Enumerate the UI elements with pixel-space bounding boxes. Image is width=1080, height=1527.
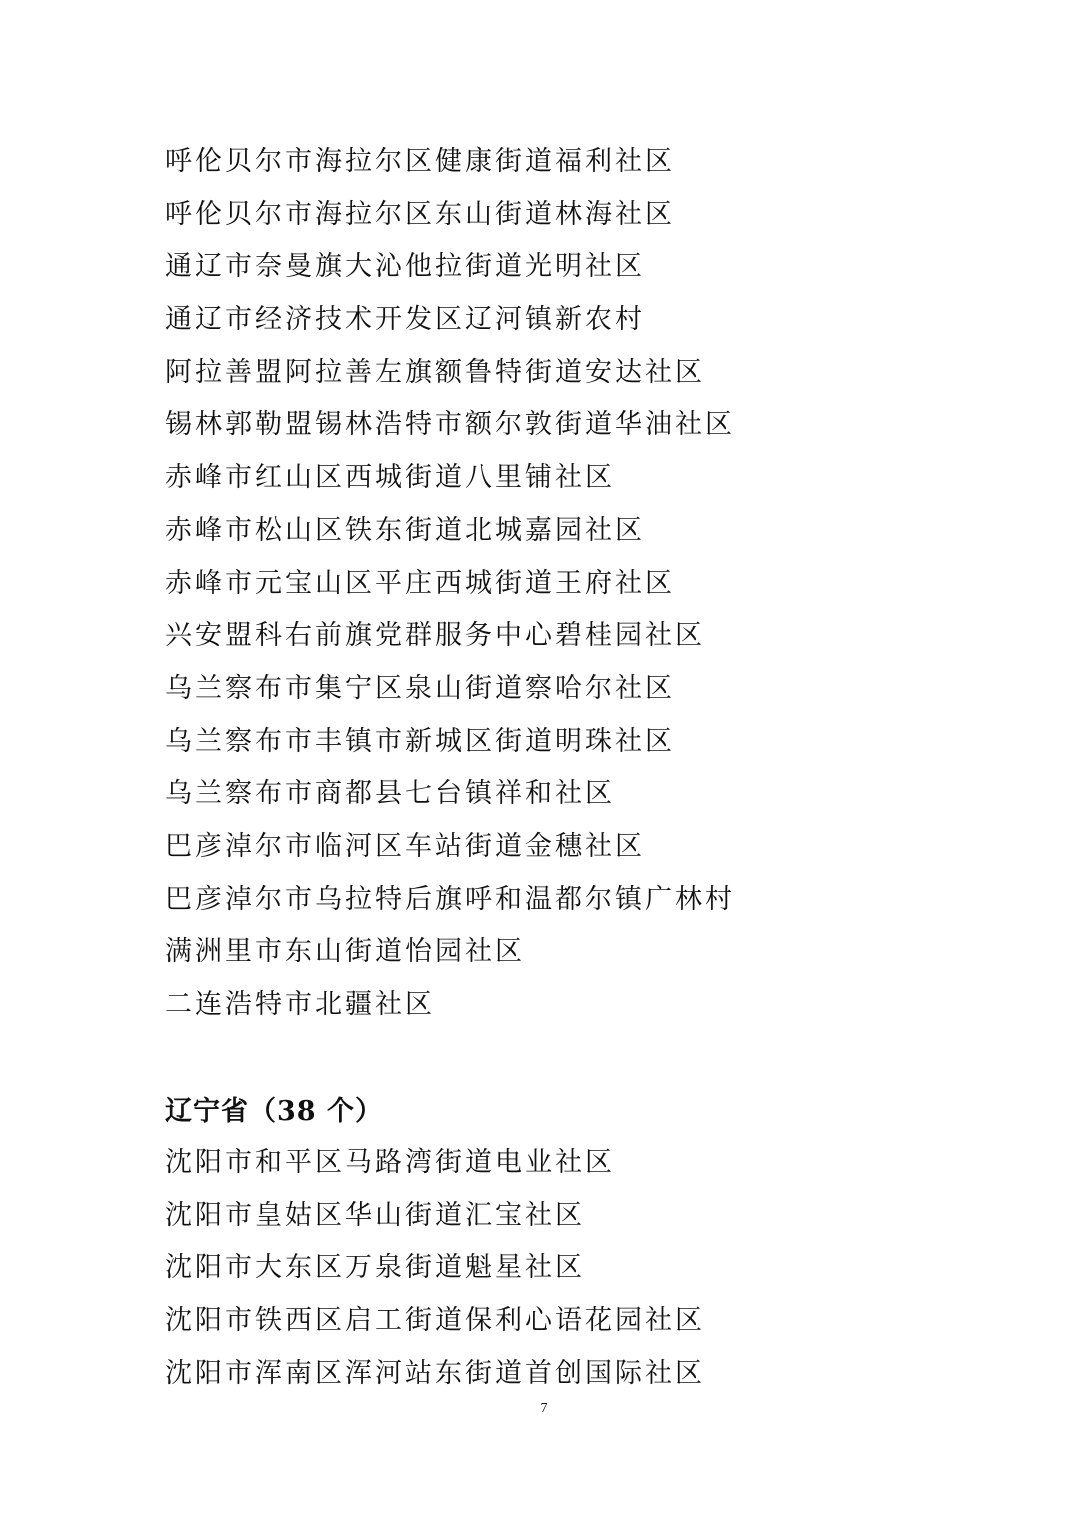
- list-item: 呼伦贝尔市海拉尔区健康街道福利社区: [165, 146, 675, 177]
- list-item: 乌兰察布市集宁区泉山街道察哈尔社区: [165, 672, 675, 704]
- list-item: 巴彦淖尔市临河区车站街道金穗社区: [165, 830, 645, 862]
- list-item: 兴安盟科右前旗党群服务中心碧桂园社区: [165, 620, 705, 652]
- list-item: 乌兰察布市商都县七台镇祥和社区: [165, 778, 615, 810]
- list-item: 沈阳市铁西区启工街道保利心语花园社区: [165, 1305, 705, 1337]
- list-item: 赤峰市松山区铁东街道北城嘉园社区: [165, 514, 645, 546]
- list-item: 沈阳市大东区万泉街道魁星社区: [165, 1252, 585, 1284]
- list-item: 赤峰市元宝山区平庄西城街道王府社区: [165, 567, 675, 599]
- list-item: 通辽市经济技术开发区辽河镇新农村: [165, 304, 645, 336]
- community-list-liaoning: [165, 1137, 705, 1400]
- section-heading: 辽宁省（38 个）: [165, 1096, 383, 1127]
- list-item: 锡林郭勒盟锡林浩特市额尔敦街道华油社区: [165, 409, 735, 441]
- list-item: 呼伦贝尔市海拉尔区东山街道林海社区: [165, 198, 675, 230]
- list-item: 巴彦淖尔市乌拉特后旗呼和温都尔镇广林村: [165, 883, 735, 915]
- list-item: 沈阳市皇姑区华山街道汇宝社区: [165, 1199, 585, 1231]
- list-item: 通辽市奈曼旗大沁他拉街道光明社区: [165, 251, 645, 283]
- page-number: 7: [540, 1401, 548, 1416]
- list-item: 沈阳市和平区马路湾街道电业社区: [165, 1147, 615, 1178]
- list-item: 二连浩特市北疆社区: [165, 989, 435, 1020]
- community-list-continued: [165, 136, 735, 1032]
- list-item: 乌兰察布市丰镇市新城区街道明珠社区: [165, 725, 675, 757]
- list-item: 满洲里市东山街道怡园社区: [165, 936, 525, 968]
- list-item: 沈阳市浑南区浑河站东街道首创国际社区: [165, 1357, 705, 1389]
- list-item: 阿拉善盟阿拉善左旗额鲁特街道安达社区: [165, 356, 705, 388]
- list-item: 赤峰市红山区西城街道八里铺社区: [165, 462, 615, 494]
